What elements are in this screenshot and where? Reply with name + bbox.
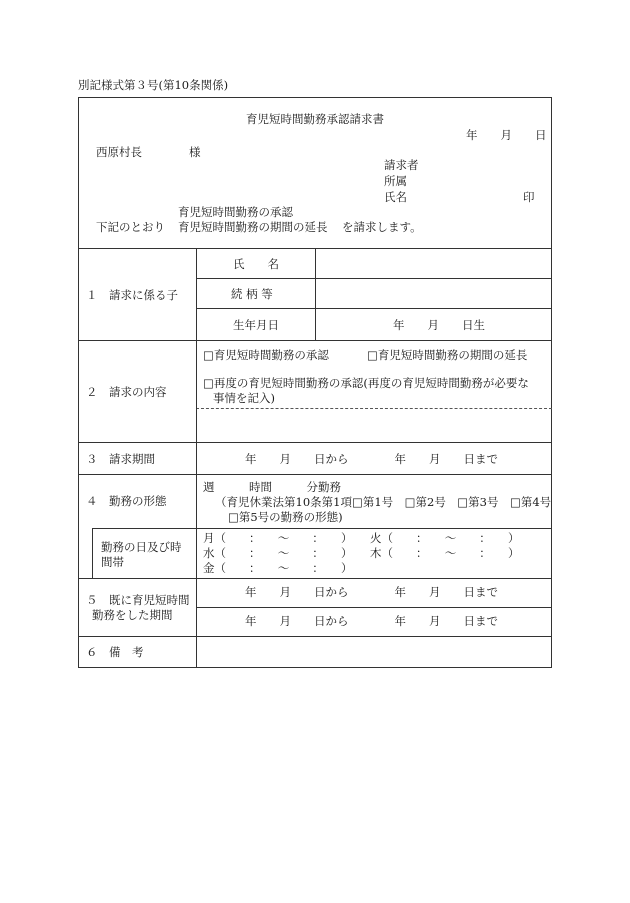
column-divider xyxy=(196,248,197,668)
intro-option-approval: 育児短時間勤務の承認 xyxy=(178,205,293,219)
form-number-label: 別記様式第３号(第10条関係) xyxy=(78,78,229,92)
divider xyxy=(196,607,552,608)
section5-label: ５ 既に育児短時間 xyxy=(86,593,190,607)
weekly-hours[interactable]: 週 時間 分勤務 xyxy=(203,480,341,494)
birth-date-label: 生年月日 xyxy=(233,318,279,332)
option-repeat-note: 事情を記入) xyxy=(213,391,275,405)
option-extension-checkbox[interactable]: □育児短時間勤務の期間の延長 xyxy=(367,348,528,362)
section3-label: ３ 請求期間 xyxy=(86,452,155,466)
divider xyxy=(196,308,552,309)
name-label: 氏名 xyxy=(384,190,407,204)
work-days-label: 勤務の日及び時 xyxy=(101,540,182,554)
previous-period-1[interactable]: 年 月 日から 年 月 日まで xyxy=(245,585,498,599)
honorific: 様 xyxy=(189,145,201,159)
section4-label: ４ 勤務の形態 xyxy=(86,494,167,508)
work-days-label-2: 間帯 xyxy=(101,555,124,569)
divider xyxy=(78,578,552,579)
column-divider xyxy=(92,528,93,578)
seal-label: 印 xyxy=(523,190,535,204)
thursday-hours[interactable]: 木（ ： ～ ： ） xyxy=(370,546,520,560)
section2-label: ２ 請求の内容 xyxy=(86,385,167,399)
intro-prefix: 下記のとおり xyxy=(96,220,165,234)
intro-option-extension: 育児短時間勤務の期間の延長 xyxy=(178,220,328,234)
remarks-field[interactable] xyxy=(200,640,548,664)
form-title: 育児短時間勤務承認請求書 xyxy=(246,112,384,126)
dashed-divider xyxy=(196,408,552,409)
relation-label: 続 柄 等 xyxy=(231,287,273,301)
law-reference[interactable]: （育児休業法第10条第1項□第1号 □第2号 □第3号 □第4号 xyxy=(215,495,552,509)
tuesday-hours[interactable]: 火（ ： ～ ： ） xyxy=(370,531,520,545)
birth-date-value[interactable]: 年 月 日生 xyxy=(393,318,485,332)
divider xyxy=(78,636,552,637)
option-approval-checkbox[interactable]: □育児短時間勤務の承認 xyxy=(203,348,329,362)
previous-period-2[interactable]: 年 月 日から 年 月 日まで xyxy=(245,614,498,628)
divider xyxy=(92,528,552,529)
option-repeat-checkbox[interactable]: □再度の育児短時間勤務の承認(再度の育児短時間勤務が必要な xyxy=(203,376,529,390)
divider xyxy=(196,278,552,279)
divider xyxy=(78,340,552,341)
request-period[interactable]: 年 月 日から 年 月 日まで xyxy=(245,452,498,466)
law-reference-item5[interactable]: □第5号の勤務の形態) xyxy=(228,510,343,524)
section6-label: ６ 備 考 xyxy=(86,645,144,659)
wednesday-hours[interactable]: 水（ ： ～ ： ） xyxy=(203,546,353,560)
child-name-label: 氏 名 xyxy=(233,257,279,271)
friday-hours[interactable]: 金（ ： ～ ： ） xyxy=(203,561,353,575)
monday-hours[interactable]: 月（ ： ～ ： ） xyxy=(203,531,353,545)
divider xyxy=(78,474,552,475)
department-label: 所属 xyxy=(384,174,407,188)
requester-label: 請求者 xyxy=(384,158,419,172)
section5-label-2: 勤務をした期間 xyxy=(92,608,173,622)
addressee: 西原村長 xyxy=(96,145,142,159)
column-divider xyxy=(315,248,316,340)
date-line[interactable]: 年 月 日 xyxy=(466,128,547,142)
section1-label: １ 請求に係る子 xyxy=(86,288,178,302)
intro-suffix: を請求します。 xyxy=(342,220,422,234)
divider xyxy=(78,442,552,443)
